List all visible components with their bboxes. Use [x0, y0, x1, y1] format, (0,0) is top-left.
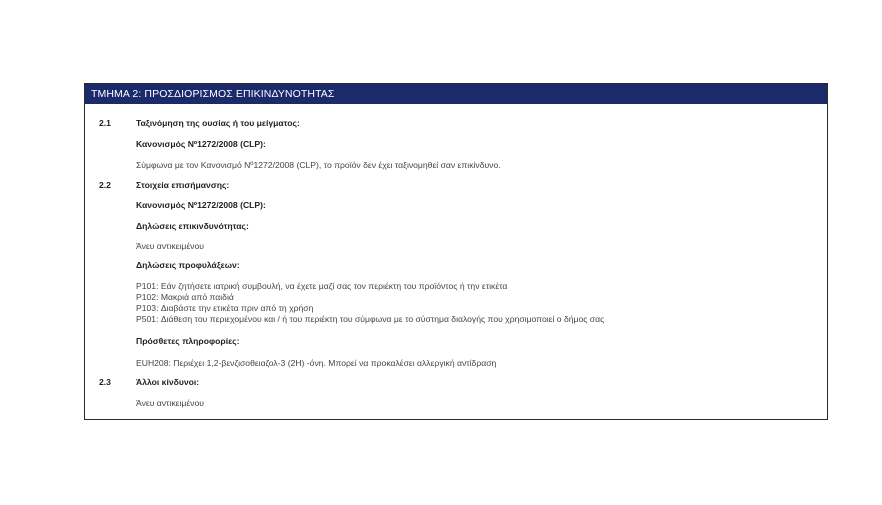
- classification-text: Σύμφωνα με τον Κανονισμό Νº1272/2008 (CLP), το προϊόν δεν έχει ταξινομηθεί σαν επικίνδυνο.: [136, 160, 501, 170]
- subsection-number-2-3: 2.3: [99, 377, 111, 387]
- hazard-statements-text: Άνευ αντικειμένου: [136, 241, 204, 251]
- subsection-number-2-1: 2.1: [99, 118, 111, 128]
- subsection-number-2-2: 2.2: [99, 180, 111, 190]
- subsection-title-2-1: Ταξινόμηση της ουσίας ή του μείγματος:: [136, 118, 300, 128]
- additional-info-text: EUH208: Περιέχει 1,2-βενζισοθειαζολ-3 (2H) -όνη. Μπορεί να προκαλέσει αλλεργική αντίδραση: [136, 358, 497, 368]
- precaution-statements-heading: Δηλώσεις προφυλάξεων:: [136, 260, 240, 270]
- precaution-list: [136, 281, 604, 325]
- regulation-label-2-2: Κανονισμός Νº1272/2008 (CLP):: [136, 200, 266, 210]
- subsection-title-2-2: Στοιχεία επισήμανσης:: [136, 180, 230, 190]
- section-header: ΤΜΗΜΑ 2: ΠΡΟΣΔΙΟΡΙΣΜΟΣ ΕΠΙΚΙΝΔΥΝΟΤΗΤΑΣ: [85, 84, 827, 104]
- subsection-title-2-3: Άλλοι κίνδυνοι:: [136, 377, 200, 387]
- additional-info-heading: Πρόσθετες πληροφορίες:: [136, 336, 240, 346]
- precaution-item: P101: Εάν ζητήσετε ιατρική συμβουλή, να έχετε μαζί σας τον περιέκτη του προϊόντος ή την ετικέτα: [136, 281, 508, 291]
- precaution-item: P501: Διάθεση του περιεχομένου και / ή του περιέκτη του σύμφωνα με το σύστημα διαλογής που χρησιμοποιεί ο δήμος σας: [136, 314, 605, 324]
- sds-section-2: [84, 83, 828, 420]
- precaution-item: P103: Διαβάστε την ετικέτα πριν από τη χρήση: [136, 303, 314, 313]
- hazard-statements-heading: Δηλώσεις επικινδυνότητας:: [136, 221, 249, 231]
- precaution-item: P102: Μακριά από παιδιά: [136, 292, 234, 302]
- regulation-label-2-1: Κανονισμός Νº1272/2008 (CLP):: [136, 139, 266, 149]
- other-hazards-text: Άνευ αντικειμένου: [136, 398, 204, 408]
